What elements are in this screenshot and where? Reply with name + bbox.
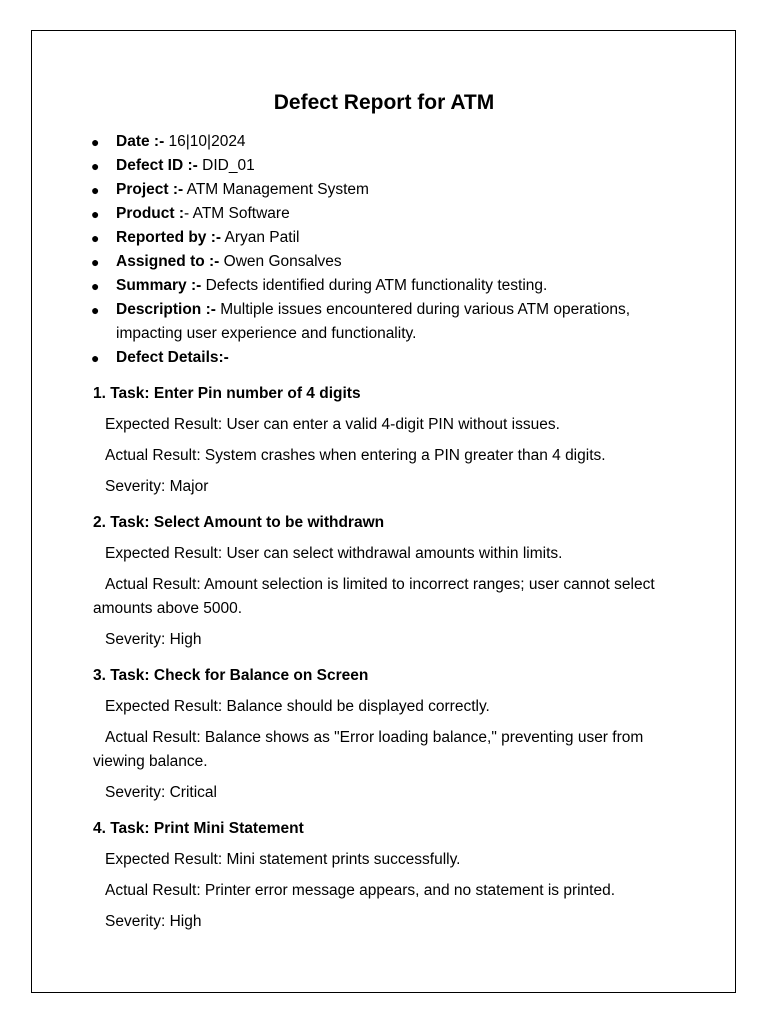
task-expected: Expected Result: User can enter a valid 4-digit PIN without issues.: [105, 416, 560, 433]
task-2: [93, 511, 693, 652]
task-severity: Severity: High: [105, 913, 202, 930]
bullet-icon: ●: [91, 254, 100, 270]
info-reported-by: [93, 226, 693, 250]
task-title: 4. Task: Print Mini Statement: [93, 820, 304, 837]
info-key: Date :-: [116, 133, 165, 150]
bullet-icon: ●: [91, 134, 100, 150]
bullet-icon: ●: [91, 350, 100, 366]
task-title: 1. Task: Enter Pin number of 4 digits: [93, 385, 361, 402]
task-expected: Expected Result: Mini statement prints successfully.: [105, 851, 461, 868]
info-defect-id: [93, 154, 693, 178]
task-title: 2. Task: Select Amount to be withdrawn: [93, 514, 385, 531]
info-value: Multiple issues encountered during various ATM operations, impacting user experience and functionality.: [116, 301, 631, 342]
document-title: Defect Report for ATM: [273, 91, 495, 114]
info-value: - ATM Software: [184, 205, 290, 222]
info-assigned-to: [93, 250, 693, 274]
info-summary: [93, 274, 693, 298]
info-product: [93, 202, 693, 226]
bullet-icon: ●: [91, 158, 100, 174]
info-value: Owen Gonsalves: [219, 253, 342, 270]
info-project: [93, 178, 693, 202]
info-description: [93, 298, 693, 346]
bullet-icon: ●: [91, 302, 100, 318]
info-key: Product :: [116, 205, 185, 222]
info-key: Defect Details:-: [116, 349, 229, 366]
info-key: Defect ID :-: [116, 157, 198, 174]
info-value: ATM Management System: [183, 181, 369, 198]
info-key: Assigned to :-: [116, 253, 220, 270]
info-value: DID_01: [197, 157, 255, 174]
info-defect-details: [93, 346, 693, 370]
info-list: [93, 130, 693, 370]
bullet-icon: ●: [91, 230, 100, 246]
task-actual: Actual Result: System crashes when entering a PIN greater than 4 digits.: [105, 447, 606, 464]
task-expected: Expected Result: Balance should be displayed correctly.: [105, 698, 490, 715]
task-title: 3. Task: Check for Balance on Screen: [93, 667, 369, 684]
task-expected: Expected Result: User can select withdrawal amounts within limits.: [105, 545, 563, 562]
info-date: [93, 130, 693, 154]
task-severity: Severity: Major: [105, 478, 209, 495]
task-actual: Actual Result: Balance shows as "Error loading balance," preventing user from viewing balance.: [93, 729, 644, 770]
bullet-icon: ●: [91, 278, 100, 294]
info-value: Defects identified during ATM functionality testing.: [201, 277, 548, 294]
bullet-icon: ●: [91, 182, 100, 198]
bullet-icon: ●: [91, 206, 100, 222]
info-value: 16|10|2024: [164, 133, 246, 150]
task-actual: Actual Result: Amount selection is limited to incorrect ranges; user cannot select amounts above 5000.: [93, 576, 655, 617]
task-4: [93, 817, 693, 934]
info-value: Aryan Patil: [221, 229, 300, 246]
task-severity: Severity: High: [105, 631, 202, 648]
info-key: Project :-: [116, 181, 184, 198]
task-actual: Actual Result: Printer error message appears, and no statement is printed.: [105, 882, 616, 899]
info-key: Reported by :-: [116, 229, 222, 246]
task-severity: Severity: Critical: [105, 784, 217, 801]
task-3: [93, 664, 693, 805]
task-1: [93, 382, 693, 499]
document-content: [93, 88, 693, 941]
info-key: Summary :-: [116, 277, 202, 294]
info-key: Description :-: [116, 301, 216, 318]
